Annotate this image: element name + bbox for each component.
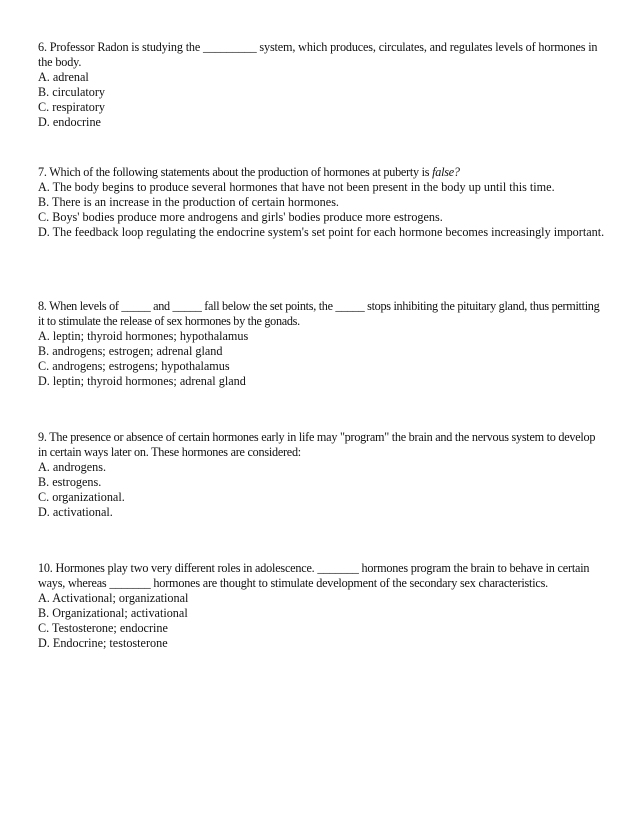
answer-option-c: C. respiratory (38, 100, 106, 114)
answer-option-b: B. estrogens. (38, 475, 102, 489)
question-stem: 10. Hormones play two very different roles in adolescence. _______ hormones program the brain to behave in certain ways, whereas _______ hormones are thought to stimulate development of the secondary sex characteristics. (38, 561, 590, 590)
question-6 (38, 40, 606, 130)
question-8 (38, 299, 606, 389)
answer-option-c: C. androgens; estrogens; hypothalamus (38, 359, 230, 373)
answer-option-b: B. circulatory (38, 85, 106, 99)
answer-option-d: D. leptin; thyroid hormones; adrenal gland (38, 374, 246, 388)
answer-option-b: B. There is an increase in the production of certain hormones. (38, 195, 339, 209)
question-stem: 8. When levels of _____ and _____ fall below the set points, the _____ stops inhibiting the pituitary gland, thus permitting it to stimulate the release of sex hormones by the gonads. (38, 299, 600, 328)
question-stem (38, 165, 606, 180)
question-stem-emphasis: false? (432, 165, 460, 179)
question-9 (38, 430, 606, 520)
answer-option-a: A. The body begins to produce several hormones that have not been present in the body up until this time. (38, 180, 555, 194)
question-7 (38, 165, 606, 240)
answer-option-c: C. organizational. (38, 490, 125, 504)
answer-option-b: B. Organizational; activational (38, 606, 188, 620)
question-stem: 6. Professor Radon is studying the _________ system, which produces, circulates, and regulates levels of hormones in the body. (38, 40, 598, 69)
answer-option-a: A. leptin; thyroid hormones; hypothalamus (38, 329, 249, 343)
answer-option-d: D. The feedback loop regulating the endocrine system's set point for each hormone becomes increasingly important. (38, 225, 605, 239)
answer-option-d: D. Endocrine; testosterone (38, 636, 168, 650)
answer-option-a: A. Activational; organizational (38, 591, 189, 605)
answer-option-a: A. androgens. (38, 460, 107, 474)
answer-option-a: A. adrenal (38, 70, 89, 84)
question-stem: 9. The presence or absence of certain hormones early in life may "program" the brain and the nervous system to develop in certain ways later on. These hormones are considered: (38, 430, 596, 459)
answer-option-d: D. activational. (38, 505, 113, 519)
answer-option-b: B. androgens; estrogen; adrenal gland (38, 344, 223, 358)
answer-option-c: C. Boys' bodies produce more androgens and girls' bodies produce more estrogens. (38, 210, 443, 224)
answer-option-d: D. endocrine (38, 115, 101, 129)
answer-option-c: C. Testosterone; endocrine (38, 621, 168, 635)
question-10 (38, 561, 606, 651)
question-stem-text: 7. Which of the following statements about the production of hormones at puberty is (38, 165, 433, 179)
